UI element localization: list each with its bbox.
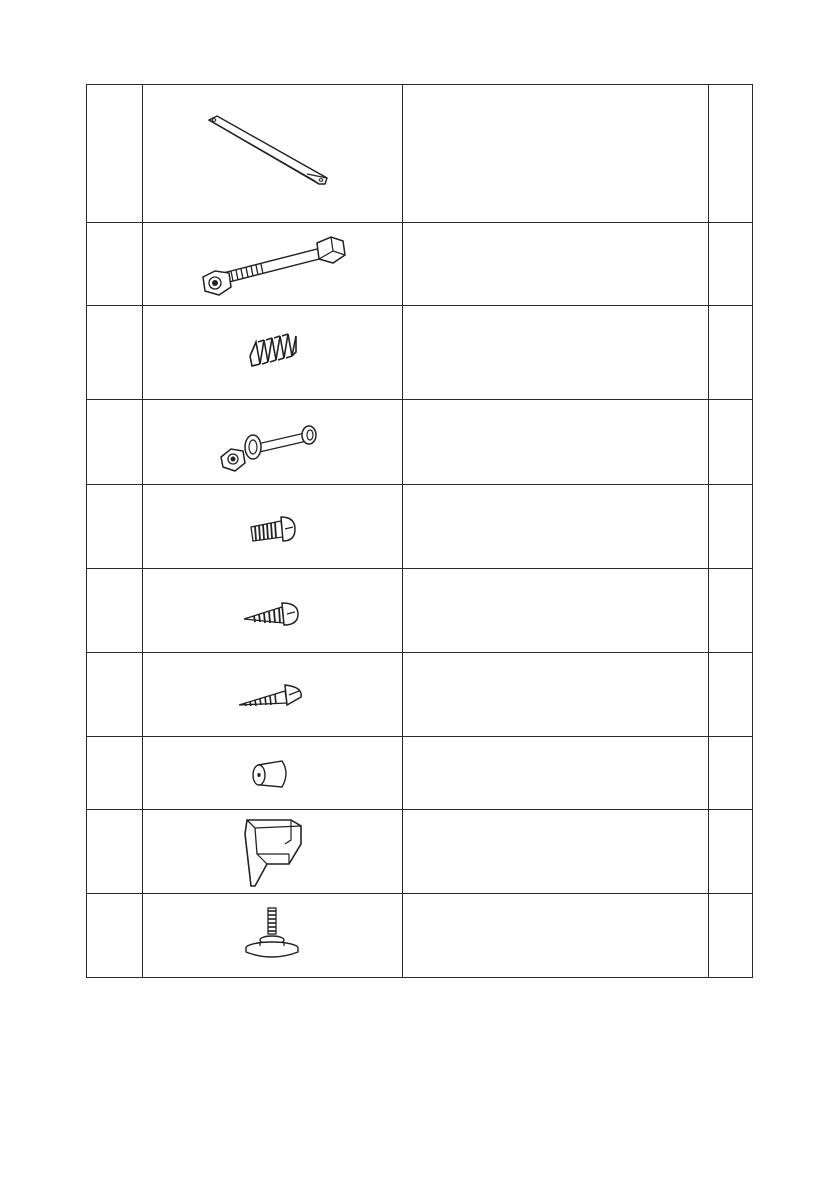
part-description-cell bbox=[403, 400, 708, 485]
parts-list-table bbox=[86, 84, 753, 978]
pivot-bolt-with-washers-icon bbox=[213, 409, 333, 475]
table-row bbox=[87, 737, 753, 810]
tapping-screw-icon bbox=[238, 591, 308, 631]
part-id-cell bbox=[87, 400, 143, 485]
part-quantity-cell bbox=[708, 653, 752, 737]
part-id-cell bbox=[87, 737, 143, 810]
part-quantity-cell bbox=[708, 306, 752, 400]
part-id-cell bbox=[87, 894, 143, 978]
part-quantity-cell bbox=[708, 894, 752, 978]
part-image-cell bbox=[143, 306, 403, 400]
bracket-bar-icon bbox=[203, 114, 343, 194]
table-row bbox=[87, 810, 753, 894]
part-image-cell bbox=[143, 400, 403, 485]
part-id-cell bbox=[87, 810, 143, 894]
part-image-cell bbox=[143, 653, 403, 737]
rubber-cap-icon bbox=[248, 753, 298, 793]
table-row bbox=[87, 569, 753, 653]
part-quantity-cell bbox=[708, 223, 752, 306]
table-row bbox=[87, 306, 753, 400]
table-row bbox=[87, 653, 753, 737]
part-image-cell bbox=[143, 810, 403, 894]
part-description-cell bbox=[403, 653, 708, 737]
part-id-cell bbox=[87, 85, 143, 223]
table-row bbox=[87, 894, 753, 978]
part-image-cell bbox=[143, 85, 403, 223]
part-quantity-cell bbox=[708, 400, 752, 485]
table-row bbox=[87, 400, 753, 485]
part-image-cell bbox=[143, 485, 403, 569]
leveling-foot-icon bbox=[238, 904, 308, 968]
part-description-cell bbox=[403, 737, 708, 810]
part-image-cell bbox=[143, 569, 403, 653]
wood-screw-icon bbox=[235, 675, 311, 715]
part-id-cell bbox=[87, 485, 143, 569]
part-id-cell bbox=[87, 223, 143, 306]
part-description-cell bbox=[403, 306, 708, 400]
part-quantity-cell bbox=[708, 810, 752, 894]
hex-bolt-with-nut-icon bbox=[193, 229, 353, 299]
coil-spring-icon bbox=[238, 328, 308, 378]
part-id-cell bbox=[87, 653, 143, 737]
part-description-cell bbox=[403, 894, 708, 978]
corner-guide-icon bbox=[233, 814, 313, 890]
table-row bbox=[87, 485, 753, 569]
table-row bbox=[87, 85, 753, 223]
part-quantity-cell bbox=[708, 85, 752, 223]
part-image-cell bbox=[143, 223, 403, 306]
part-quantity-cell bbox=[708, 569, 752, 653]
part-description-cell bbox=[403, 810, 708, 894]
machine-screw-icon bbox=[243, 507, 303, 547]
part-image-cell bbox=[143, 737, 403, 810]
part-description-cell bbox=[403, 85, 708, 223]
part-description-cell bbox=[403, 223, 708, 306]
table-row bbox=[87, 223, 753, 306]
part-id-cell bbox=[87, 306, 143, 400]
part-id-cell bbox=[87, 569, 143, 653]
part-description-cell bbox=[403, 485, 708, 569]
part-image-cell bbox=[143, 894, 403, 978]
part-quantity-cell bbox=[708, 485, 752, 569]
part-description-cell bbox=[403, 569, 708, 653]
part-quantity-cell bbox=[708, 737, 752, 810]
